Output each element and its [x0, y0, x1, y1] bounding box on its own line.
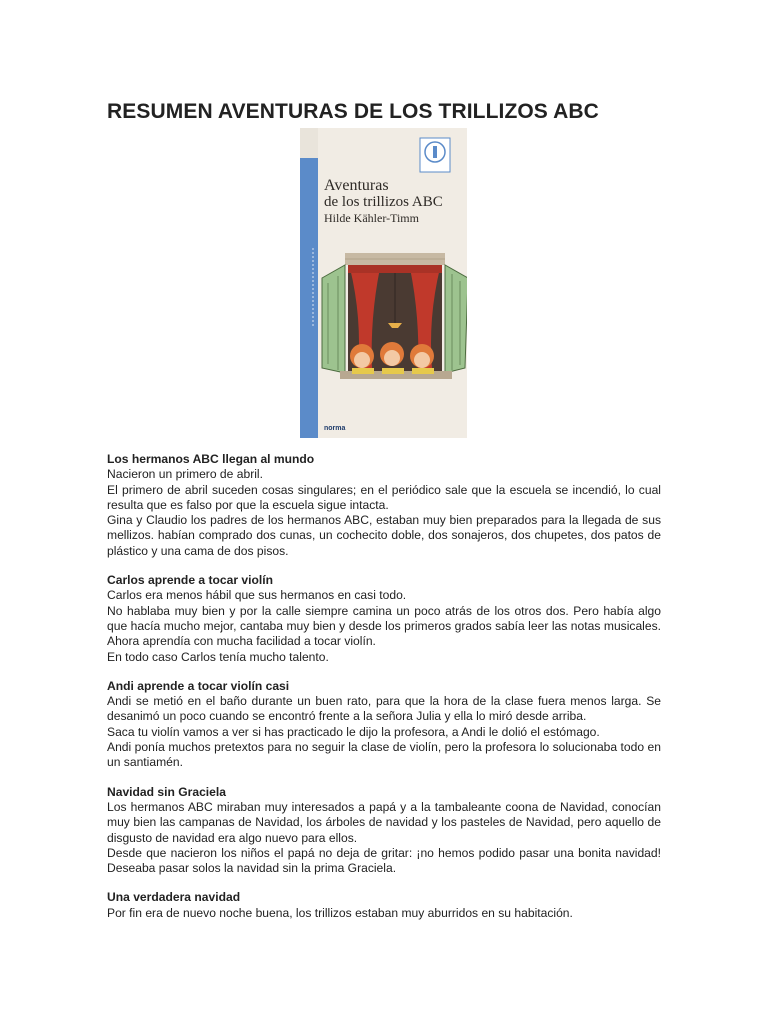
book-cover-image: [300, 128, 467, 438]
section-paragraph: Carlos era menos hábil que sus hermanos en casi todo.: [107, 588, 407, 603]
summary-section: [107, 452, 661, 559]
section-paragraph: Saca tu violín vamos a ver si has practicado le dijo la profesora, a Andi le dolió el estómago.: [107, 724, 600, 739]
cover-title-line1: Aventuras: [324, 177, 389, 194]
section-paragraph: Desde que nacieron los niños el papá no deja de gritar: ¡no hemos podido pasar una bonita navidad! Deseaba pasar solos la navidad sin la prima Graciela.: [107, 845, 661, 876]
cover-title-line2: de los trillizos ABC: [324, 194, 443, 210]
window-illustration: [322, 253, 467, 379]
section-paragraph: Andi ponía muchos pretextos para no seguir la clase de violín, pero la profesora lo solucionaba todo en un santiamén.: [107, 740, 661, 770]
summary-section: [107, 785, 661, 877]
section-heading: Carlos aprende a tocar violín: [107, 573, 274, 588]
summary-section: [107, 679, 661, 771]
section-paragraph: Los hermanos ABC miraban muy interesados a papá y a la tambaleante coona de Navidad, conocían muy bien las campanas de Navidad, los árboles de navidad y los pasteles de Navidad, pero aquello de disgusto de navidad era algo nuevo para ellos.: [107, 799, 661, 845]
section-paragraph: Por fin era de nuevo noche buena, los trillizos estaban muy aburridos en su habitación.: [107, 905, 573, 920]
section-paragraph: El primero de abril suceden cosas singulares; en el periódico sale que la escuela se incendió, lo cual resulta que es falso por que la escuela sigue intacta.: [107, 482, 661, 512]
section-paragraph: Gina y Claudio los padres de los hermanos ABC, estaban muy bien preparados para la llegada de sus mellizos. habían comprado dos cunas, un cochecito doble, dos sonajeros, dos chupetes, dos patos de plástico y una cama de dos pisos.: [107, 513, 661, 558]
summary-section: [107, 890, 661, 921]
section-paragraph: Nacieron un primero de abril.: [107, 467, 263, 482]
section-paragraph: En todo caso Carlos tenía mucho talento.: [107, 649, 329, 664]
section-paragraph: Andi se metió en el baño durante un buen rato, para que la hora de la clase fuera menos larga. Se desanimó un poco cuando se encontró frente a la señora Julia y ella lo miró desde arriba.: [107, 694, 661, 724]
summary-section: [107, 573, 661, 665]
section-heading: Una verdadera navidad: [107, 890, 241, 905]
summary-content: [107, 452, 661, 935]
publisher-logo: norma: [324, 425, 346, 432]
section-paragraph: No hablaba muy bien y por la calle siempre camina un poco atrás de los otros dos. Pero había algo que hacía mucho mejor, cantaba muy bien y desde los primeros grados sabía leer las notas musicales. Ahora aprendía con mucha facilidad a tocar violín.: [107, 603, 661, 649]
cover-author: Hilde Kähler-Timm: [324, 211, 419, 225]
section-heading: Andi aprende a tocar violín casi: [107, 678, 290, 693]
section-heading: Los hermanos ABC llegan al mundo: [107, 452, 315, 466]
section-heading: Navidad sin Graciela: [107, 784, 226, 799]
document-title: RESUMEN AVENTURAS DE LOS TRILLIZOS ABC: [107, 100, 599, 123]
